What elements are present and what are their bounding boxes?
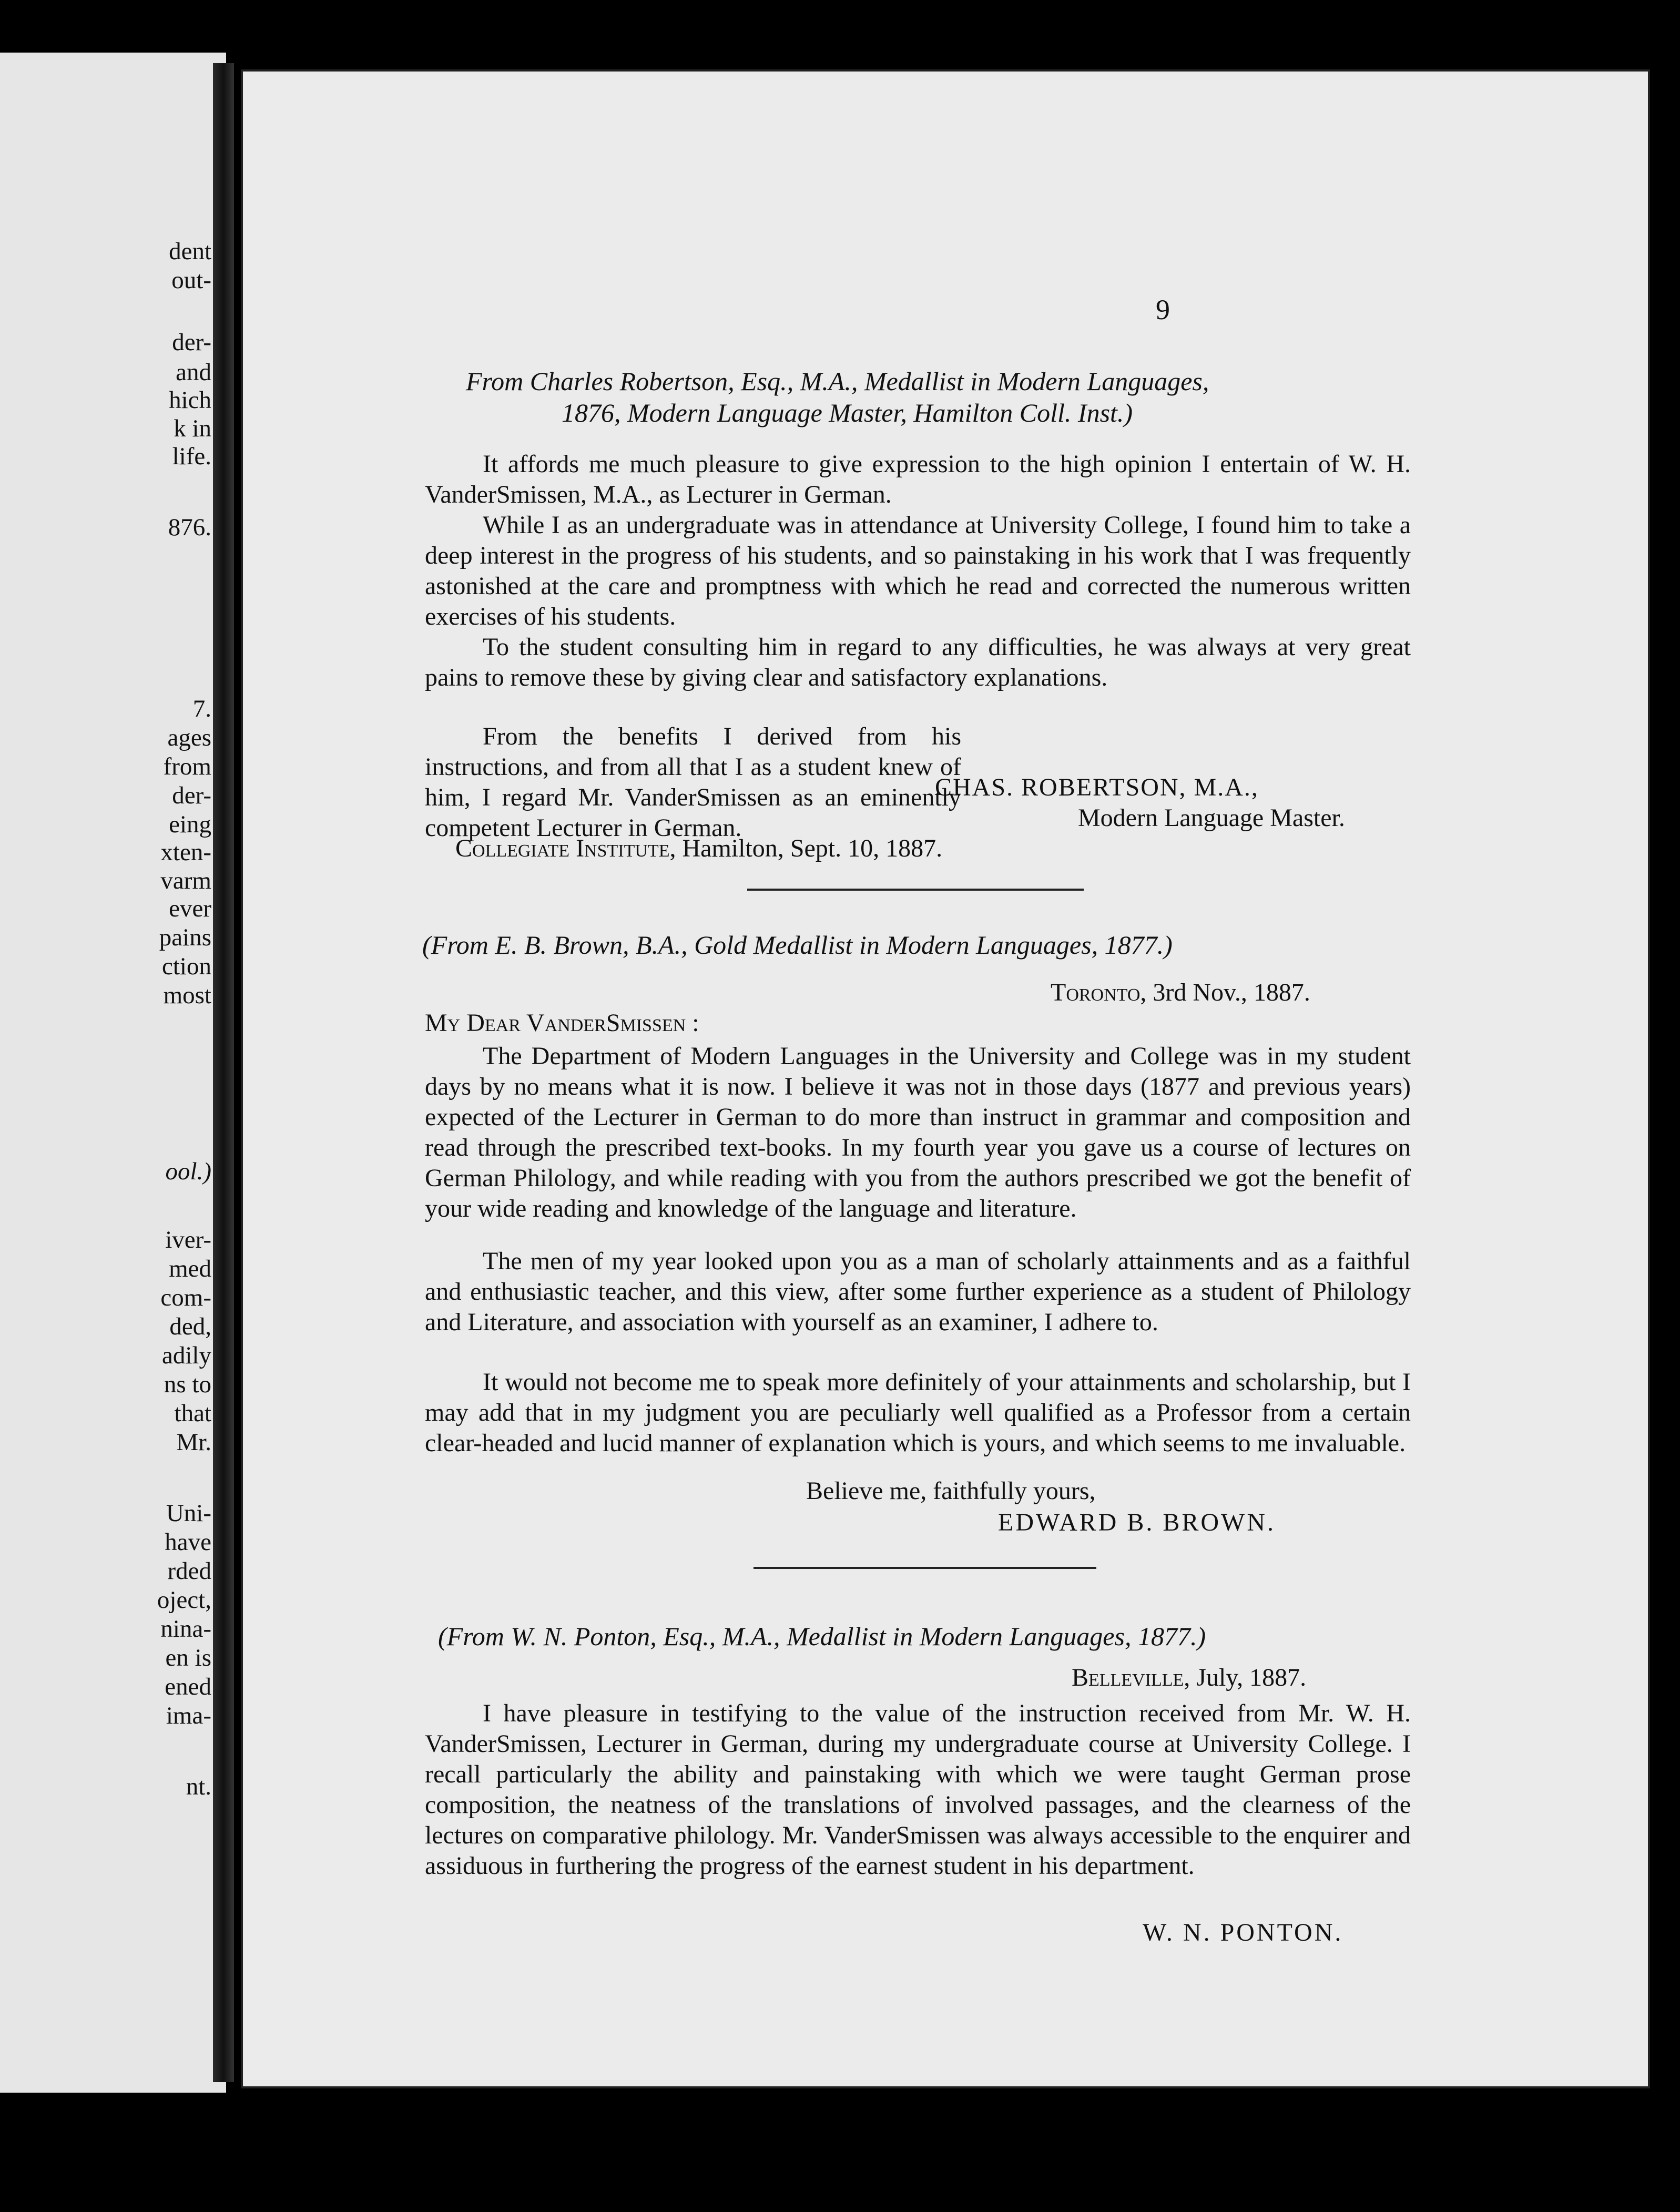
letter2-closing: Believe me, faithfully yours,: [806, 1477, 1096, 1505]
facing-page-fragment: [0, 53, 226, 2093]
facing-page-text-fragment: most: [163, 982, 211, 1009]
facing-page-text-fragment: from: [163, 753, 211, 780]
facing-page-text-fragment: en is: [165, 1644, 211, 1671]
letter2-date: Toronto, 3rd Nov., 1887.: [1051, 978, 1310, 1006]
facing-page-text-fragment: oject,: [157, 1586, 211, 1614]
facing-page-text-fragment: ages: [167, 724, 211, 751]
facing-page-text-fragment: rded: [167, 1557, 211, 1585]
facing-page-text-fragment: hich: [169, 386, 211, 414]
letter1-paragraph-3: To the student consulting him in regard to any difficulties, he was always at very great pains to remove these by giving clear and satisfactory explanations.: [425, 633, 1411, 691]
facing-page-text-fragment: eing: [169, 811, 211, 838]
facing-page-text-fragment: and: [176, 359, 211, 386]
facing-page-text-fragment: life.: [172, 443, 211, 470]
facing-page-text-fragment: ction: [162, 953, 211, 980]
letter2-paragraph-3: It would not become me to speak more definitely of your attainments and scholarship, but I may add that in my judgment you are peculiarly well qualified as a Professor from a certain clear-headed and lucid manner of explanation which is yours, and which seems to me invaluable.: [425, 1368, 1411, 1457]
facing-page-text-fragment: nina-: [160, 1615, 211, 1643]
letter1-heading-line2: 1876, Modern Language Master, Hamilton Coll. Inst.): [562, 398, 1133, 427]
section-divider: [754, 1567, 1096, 1569]
page-number: 9: [1156, 294, 1170, 325]
facing-page-text-fragment: varm: [160, 867, 211, 894]
letter2-paragraph-2: The men of my year looked upon you as a man of scholarly attainments and as a faithful and enthusiastic teacher, and this view, after some further experience as a student of Philology and Literature, and association with yourself as an examiner, I adhere to.: [425, 1247, 1411, 1336]
facing-page-text-fragment: 876.: [168, 514, 211, 541]
letter2-paragraph-1: The Department of Modern Languages in the University and College was in my student days by no means what it is now. I believe it was not in those days (1877 and previous years) expected of the Lecturer in German to do more than instruct in grammar and composition and read through the prescribed text-books. In my fourth year you gave us a course of lectures on German Philology, and while reading with you from the authors prescribed we got the benefit of your wide reading and knowledge of the language and literature.: [425, 1042, 1411, 1222]
facing-page-text-fragment: med: [169, 1255, 211, 1282]
letter2-signature: EDWARD B. BROWN.: [998, 1508, 1276, 1536]
facing-page-text-fragment: Uni-: [166, 1500, 211, 1527]
letter1-signature: CHAS. ROBERTSON, M.A.,: [935, 773, 1259, 801]
facing-page-text-fragment: have: [165, 1528, 211, 1556]
letter3-paragraph-1: I have pleasure in testifying to the value of the instruction received from Mr. W. H. VanderSmissen, Lecturer in German, during my undergraduate course at University College. I recall particularly the ability and painstaking with which we were taught German prose composition, the neatness of the translations of involved passages, and the clearness of the lectures on comparative philology. Mr. VanderSmissen was always accessible to the enquirer and assiduous in furthering the progress of the earnest student in his department.: [425, 1699, 1411, 1880]
letter3-date: Belleville, July, 1887.: [1072, 1664, 1307, 1691]
facing-page-text-fragment: nt.: [186, 1773, 211, 1800]
facing-page-text-fragment: ns to: [164, 1371, 211, 1398]
facing-page-text-fragment: dent: [169, 238, 211, 265]
letter1-paragraph-4: From the benefits I derived from his instructions, and from all that I as a student knew of him, I regard Mr. VanderSmissen as an eminently competent Lecturer in German.: [425, 722, 961, 842]
letter3-signature: W. N. PONTON.: [1143, 1919, 1343, 1946]
section-divider: [747, 889, 1084, 891]
facing-page-text-fragment: xten-: [160, 839, 211, 866]
facing-page-text-fragment: k in: [174, 415, 211, 442]
letter1-paragraph-1: It affords me much pleasure to give expression to the high opinion I entertain of W. H. VanderSmissen, M.A., as Lecturer in German.: [425, 450, 1411, 508]
facing-page-text-fragment: ever: [169, 895, 211, 922]
facing-page-text-fragment: pains: [159, 924, 211, 951]
facing-page-text-fragment: der-: [172, 329, 211, 356]
facing-page-text-fragment: 7.: [192, 695, 211, 722]
letter1-place-date: Collegiate Institute, Hamilton, Sept. 10, 1887.: [455, 834, 943, 862]
letter1-signature-title: Modern Language Master.: [1078, 804, 1345, 832]
book-gutter: [213, 63, 234, 2082]
document-page: [241, 69, 1650, 2088]
facing-page-text-fragment: iver-: [165, 1226, 211, 1253]
facing-page-text-fragment: ened: [165, 1673, 211, 1700]
facing-page-text-fragment: com-: [160, 1284, 211, 1311]
letter2-heading: (From E. B. Brown, B.A., Gold Medallist in Modern Languages, 1877.): [422, 930, 1173, 960]
letter1-heading-line1: From Charles Robertson, Esq., M.A., Medallist in Modern Languages,: [466, 366, 1209, 396]
facing-page-text-fragment: der-: [172, 782, 211, 809]
letter2-salutation: My Dear VanderSmissen :: [425, 1009, 699, 1037]
letter3-heading: (From W. N. Ponton, Esq., M.A., Medallist in Modern Languages, 1877.): [438, 1622, 1206, 1651]
facing-page-text-fragment: out-: [171, 267, 211, 294]
facing-page-text-fragment: ded,: [169, 1313, 211, 1340]
letter1-paragraph-2: While I as an undergraduate was in attendance at University College, I found him to take a deep interest in the progress of his students, and so painstaking in his work that I was frequently astonished at the care and promptness with which he read and corrected the numerous written exercises of his students.: [425, 511, 1411, 630]
facing-page-text-fragment: ool.): [165, 1158, 211, 1185]
facing-page-text-fragment: adily: [162, 1342, 211, 1369]
facing-page-text-fragment: that: [174, 1400, 211, 1427]
facing-page-text-fragment: ima-: [166, 1702, 211, 1729]
facing-page-text-fragment: Mr.: [176, 1429, 211, 1456]
